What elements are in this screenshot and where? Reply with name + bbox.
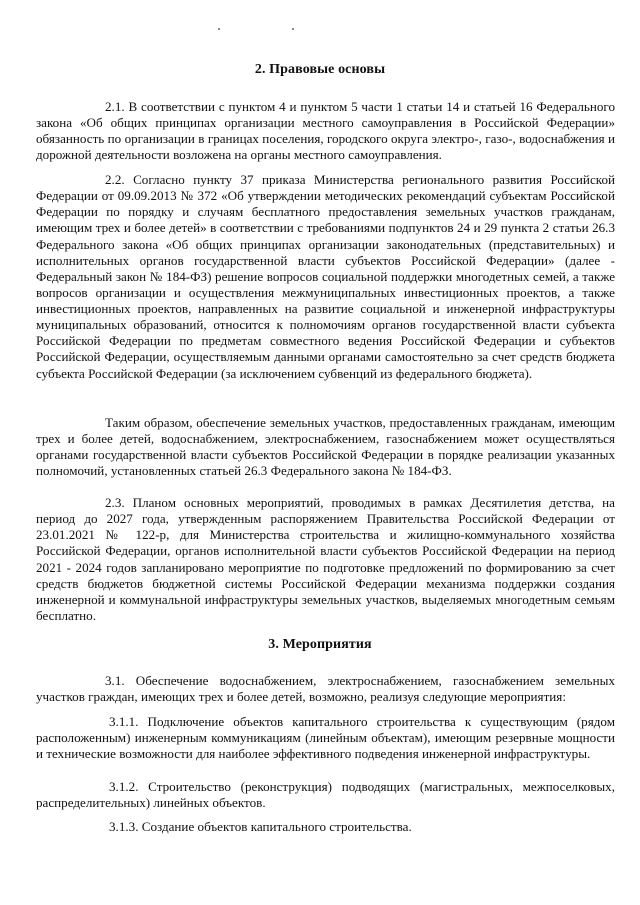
paragraph-2-2: 2.2. Согласно пункту 37 приказа Министерства регионального развития Российской Федерации от 09.09.2013 № 372 «Об утверждении методических рекомендаций субъектам Российской Федерации по порядку и случаям бесплатного предоставления земельных участков гражданам, имеющим трех и более детей» в соответствии с требованиями подпунктов 24 и 29 пункта 2 статьи 26.3 Федерального закона «Об общих принципах организации законодательных (представительных) и исполнительных органов государственной власти субъектов Российской Федерации» (далее - Федеральный закон № 184-ФЗ) решение вопросов социальной поддержки многодетных семей, а также вопросов организации и осуществления межмуниципальных инвестиционных проектов, а также инвестиционных проектов, направленных на развитие социальной и инженерной инфраструктуры муниципальных образований, относится к полномочиям органов государственной власти субъекта Российской Федерации по предметам совместного ведения Российской Федерации и субъектов Российской Федерации, осуществляемым данными органами самостоятельно за счет средств бюджета субъекта Российской Федерации (за исключением субвенций из федерального бюджета).: [36, 172, 615, 381]
paragraph-3-1-1: 3.1.1. Подключение объектов капитального строительства к существующим (рядом расположенным) инженерным коммуникациям (линейным объектам), имеющим резервные мощности и технические возможности для наиболее эффективного подведения инженерной инфраструктуры.: [36, 714, 615, 762]
section-3-heading: 3. Мероприятия: [268, 637, 372, 652]
paragraph-2-1: 2.1. В соответствии с пунктом 4 и пунктом 5 части 1 статьи 14 и статьей 16 Федерального закона «Об общих принципах организации местного самоуправления в Российской Федерации» обязанность по организации в границах поселения, городского округа электро-, газо-, водоснабжения и дорожной деятельности возложена на органы местного самоуправления.: [36, 99, 615, 163]
paragraph-3-1: 3.1. Обеспечение водоснабжением, электроснабжением, газоснабжением земельных участков граждан, имеющих трех и более детей, возможно, реализуя следующие мероприятия:: [36, 673, 615, 705]
section-2-heading: 2. Правовые основы: [254, 62, 386, 77]
paragraph-3-1-3: 3.1.3. Создание объектов капитального строительства.: [109, 819, 412, 834]
scan-speck: [218, 28, 220, 30]
paragraph-2-3: 2.3. Планом основных мероприятий, проводимых в рамках Десятилетия детства, на период до 2027 года, утвержденным распоряжением Правительства Российской Федерации от 23.01.2021 № 122-р, для Министерства строительства и жилищно-коммунального хозяйства Российской Федерации, органов исполнительной власти субъектов Российской Федерации на период 2021 - 2024 годов запланировано мероприятие по подготовке предложений по формированию за счет средств бюджетов бюджетной системы Российской Федерации механизма поддержки создания инженерной и коммунальной инфраструктуры земельных участков, выделяемых многодетным семьям бесплатно.: [36, 495, 615, 623]
paragraph-thus: Таким образом, обеспечение земельных участков, предоставленных гражданам, имеющим трех и более детей, водоснабжением, электроснабжением, газоснабжением может осуществляться органами государственной власти субъектов Российской Федерации в порядке реализации указанных полномочий, установленных статьей 26.3 Федерального закона № 184-ФЗ.: [36, 415, 615, 479]
paragraph-3-1-2: 3.1.2. Строительство (реконструкция) подводящих (магистральных, межпоселковых, распределительных) линейных объектов.: [36, 779, 615, 811]
scan-speck: [292, 28, 294, 30]
